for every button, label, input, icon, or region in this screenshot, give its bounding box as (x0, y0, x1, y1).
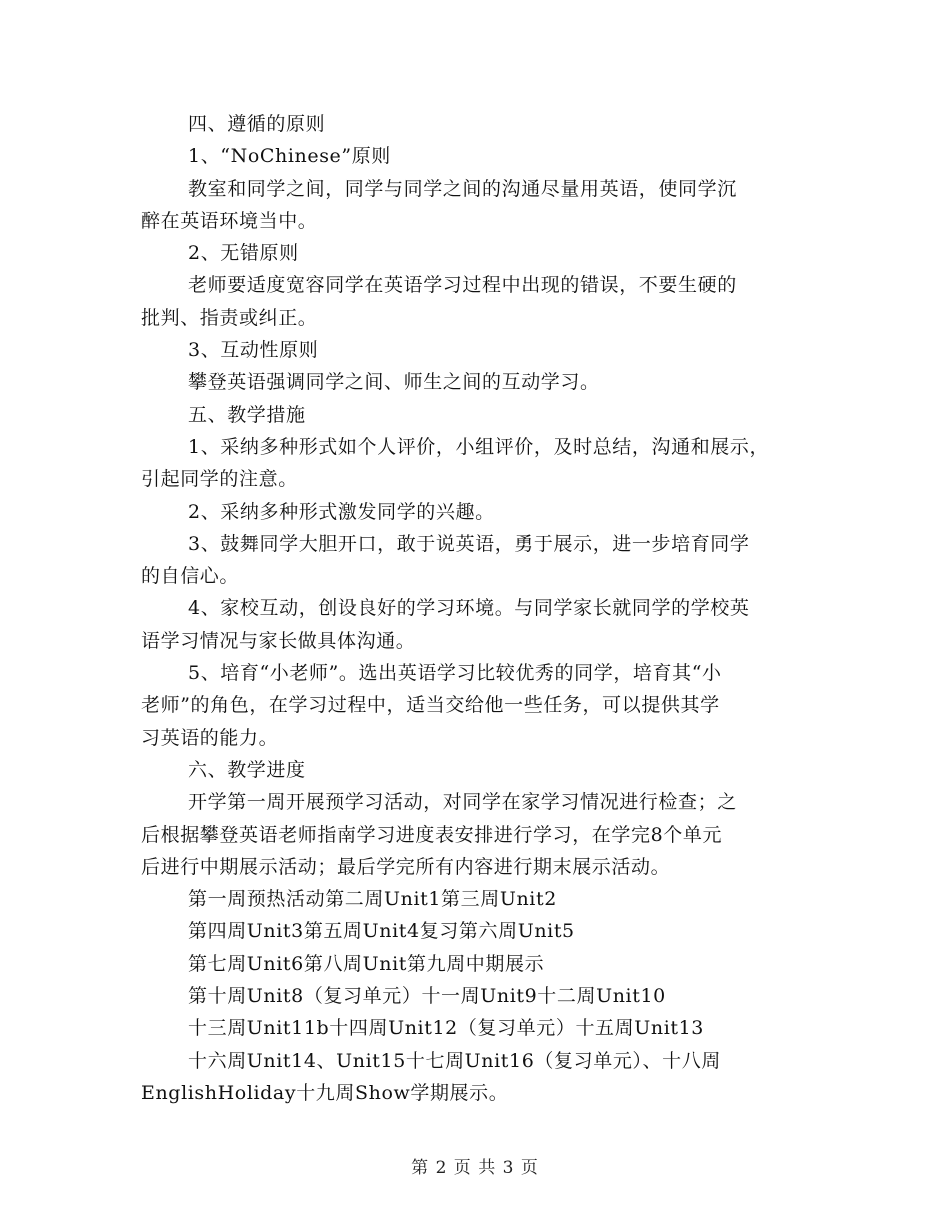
text-line: 老师”的角色，在学习过程中，适当交给他一些任务，可以提供其学 (141, 694, 720, 717)
text-line: 1、采纳多种形式如个人评价，小组评价，及时总结，沟通和展示， (188, 435, 770, 458)
text-line: 引起同学的注意。 (141, 468, 298, 491)
text-line: 4、家校互动，创设良好的学习环境。与同学家长就同学的学校英 (188, 597, 750, 620)
text-line: 十三周Unit11b十四周Unit12（复习单元）十五周Unit13 (188, 1017, 704, 1040)
page-footer: 第 2 页 共 3 页 (411, 1158, 539, 1178)
text-line: 六、教学进度 (188, 758, 306, 781)
text-line: 教室和同学之间，同学与同学之间的沟通尽量用英语，使同学沉 (188, 177, 737, 200)
text-line: 3、鼓舞同学大胆开口，敢于说英语，勇于展示，进一步培育同学 (188, 532, 750, 555)
text-line: 第十周Unit8（复习单元）十一周Unit9十二周Unit10 (188, 985, 666, 1008)
text-line: 五、教学措施 (188, 403, 306, 426)
document-body (141, 108, 831, 1109)
text-line: 第一周预热活动第二周Unit1第三周Unit2 (188, 888, 557, 911)
text-line: 后根据攀登英语老师指南学习进度表安排进行学习，在学完8个单元 (141, 823, 723, 846)
text-line: 2、无错原则 (188, 242, 299, 265)
text-line: 3、互动性原则 (188, 339, 319, 362)
text-line: 第四周Unit3第五周Unit4复习第六周Unit5 (188, 920, 575, 943)
text-line: 十六周Unit14、Unit15十七周Unit16（复习单元）、十八周 (188, 1049, 721, 1072)
text-line: 后进行中期展示活动；最后学完所有内容进行期末展示活动。 (141, 855, 671, 878)
text-line: 语学习情况与家长做具体沟通。 (141, 629, 416, 652)
text-line: 开学第一周开展预学习活动，对同学在家学习情况进行检查；之 (188, 791, 737, 814)
text-line: 5、培育“小老师”。选出英语学习比较优秀的同学，培育其“小 (188, 662, 722, 685)
text-line: 第七周Unit6第八周Unit第九周中期展示 (188, 952, 545, 975)
text-line: 的自信心。 (141, 565, 240, 588)
text-line: 批判、指责或纠正。 (141, 306, 318, 329)
text-line: 1、“NoChinese”原则 (188, 145, 391, 168)
text-line: 老师要适度宽容同学在英语学习过程中出现的错误，不要生硬的 (188, 274, 737, 297)
text-line: 习英语的能力。 (141, 726, 279, 749)
text-line: EnglishHoliday十九周Show学期展示。 (141, 1081, 509, 1104)
text-line: 攀登英语强调同学之间、师生之间的互动学习。 (188, 371, 600, 394)
text-line: 醉在英语环境当中。 (141, 209, 318, 232)
text-line: 四、遵循的原则 (188, 113, 326, 135)
text-line: 2、采纳多种形式激发同学的兴趣。 (188, 500, 495, 523)
